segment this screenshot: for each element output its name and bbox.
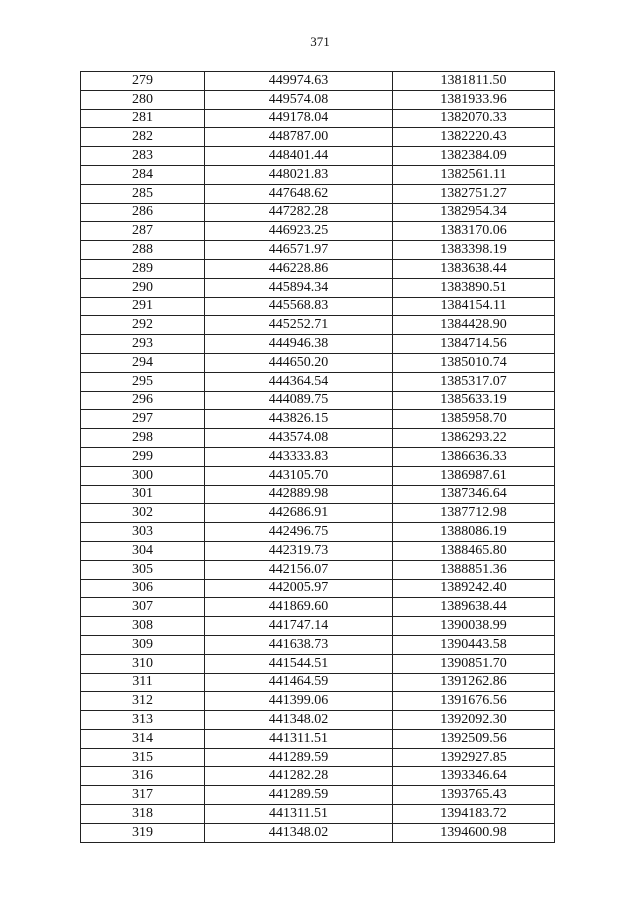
- x-coordinate-cell: 443333.83: [205, 447, 393, 466]
- x-coordinate-cell: 441869.60: [205, 598, 393, 617]
- y-coordinate-cell: 1394183.72: [393, 805, 555, 824]
- table-row: [81, 128, 555, 147]
- table-row: [81, 391, 555, 410]
- x-coordinate-cell: 443826.15: [205, 410, 393, 429]
- point-number-cell: 314: [81, 729, 205, 748]
- x-coordinate-cell: 446228.86: [205, 259, 393, 278]
- table-row: [81, 410, 555, 429]
- page-number: 371: [310, 34, 330, 49]
- table-row: [81, 372, 555, 391]
- y-coordinate-cell: 1381933.96: [393, 90, 555, 109]
- x-coordinate-cell: 442496.75: [205, 523, 393, 542]
- y-coordinate-cell: 1382954.34: [393, 203, 555, 222]
- table-row: [81, 222, 555, 241]
- table-row: [81, 598, 555, 617]
- y-coordinate-cell: 1382220.43: [393, 128, 555, 147]
- x-coordinate-cell: 441747.14: [205, 617, 393, 636]
- y-coordinate-cell: 1382751.27: [393, 184, 555, 203]
- y-coordinate-cell: 1390851.70: [393, 654, 555, 673]
- x-coordinate-cell: 448787.00: [205, 128, 393, 147]
- table-row: [81, 711, 555, 730]
- table-row: [81, 109, 555, 128]
- table-row: [81, 72, 555, 91]
- table-row: [81, 353, 555, 372]
- point-number-cell: 298: [81, 429, 205, 448]
- y-coordinate-cell: 1392927.85: [393, 748, 555, 767]
- x-coordinate-cell: 443574.08: [205, 429, 393, 448]
- point-number-cell: 283: [81, 147, 205, 166]
- y-coordinate-cell: 1388851.36: [393, 560, 555, 579]
- y-coordinate-cell: 1391262.86: [393, 673, 555, 692]
- x-coordinate-cell: 444089.75: [205, 391, 393, 410]
- point-number-cell: 289: [81, 259, 205, 278]
- x-coordinate-cell: 445568.83: [205, 297, 393, 316]
- table-row: [81, 316, 555, 335]
- table-row: [81, 485, 555, 504]
- point-number-cell: 307: [81, 598, 205, 617]
- point-number-cell: 287: [81, 222, 205, 241]
- table-row: [81, 429, 555, 448]
- y-coordinate-cell: 1384714.56: [393, 335, 555, 354]
- table-row: [81, 466, 555, 485]
- point-number-cell: 304: [81, 541, 205, 560]
- x-coordinate-cell: 442889.98: [205, 485, 393, 504]
- x-coordinate-cell: 449178.04: [205, 109, 393, 128]
- x-coordinate-cell: 441348.02: [205, 823, 393, 842]
- table-row: [81, 823, 555, 842]
- point-number-cell: 301: [81, 485, 205, 504]
- table-row: [81, 504, 555, 523]
- point-number-cell: 284: [81, 165, 205, 184]
- coordinate-table: [80, 71, 555, 843]
- y-coordinate-cell: 1392092.30: [393, 711, 555, 730]
- y-coordinate-cell: 1390443.58: [393, 635, 555, 654]
- table-row: [81, 635, 555, 654]
- table-row: [81, 579, 555, 598]
- y-coordinate-cell: 1393765.43: [393, 786, 555, 805]
- point-number-cell: 316: [81, 767, 205, 786]
- y-coordinate-cell: 1388086.19: [393, 523, 555, 542]
- table-row: [81, 90, 555, 109]
- y-coordinate-cell: 1385633.19: [393, 391, 555, 410]
- x-coordinate-cell: 441289.59: [205, 748, 393, 767]
- y-coordinate-cell: 1385010.74: [393, 353, 555, 372]
- y-coordinate-cell: 1385317.07: [393, 372, 555, 391]
- point-number-cell: 288: [81, 241, 205, 260]
- table-row: [81, 335, 555, 354]
- point-number-cell: 311: [81, 673, 205, 692]
- point-number-cell: 282: [81, 128, 205, 147]
- x-coordinate-cell: 449574.08: [205, 90, 393, 109]
- table-row: [81, 165, 555, 184]
- table-row: [81, 241, 555, 260]
- table-row: [81, 447, 555, 466]
- point-number-cell: 306: [81, 579, 205, 598]
- table-body: [81, 72, 555, 843]
- x-coordinate-cell: 443105.70: [205, 466, 393, 485]
- y-coordinate-cell: 1388465.80: [393, 541, 555, 560]
- point-number-cell: 305: [81, 560, 205, 579]
- y-coordinate-cell: 1387346.64: [393, 485, 555, 504]
- x-coordinate-cell: 441399.06: [205, 692, 393, 711]
- y-coordinate-cell: 1386987.61: [393, 466, 555, 485]
- y-coordinate-cell: 1389242.40: [393, 579, 555, 598]
- point-number-cell: 312: [81, 692, 205, 711]
- x-coordinate-cell: 444650.20: [205, 353, 393, 372]
- y-coordinate-cell: 1386636.33: [393, 447, 555, 466]
- point-number-cell: 296: [81, 391, 205, 410]
- table-row: [81, 278, 555, 297]
- point-number-cell: 279: [81, 72, 205, 91]
- x-coordinate-cell: 446923.25: [205, 222, 393, 241]
- y-coordinate-cell: 1383398.19: [393, 241, 555, 260]
- y-coordinate-cell: 1385958.70: [393, 410, 555, 429]
- y-coordinate-cell: 1384428.90: [393, 316, 555, 335]
- y-coordinate-cell: 1393346.64: [393, 767, 555, 786]
- point-number-cell: 319: [81, 823, 205, 842]
- point-number-cell: 285: [81, 184, 205, 203]
- y-coordinate-cell: 1386293.22: [393, 429, 555, 448]
- point-number-cell: 310: [81, 654, 205, 673]
- x-coordinate-cell: 447648.62: [205, 184, 393, 203]
- x-coordinate-cell: 449974.63: [205, 72, 393, 91]
- y-coordinate-cell: 1392509.56: [393, 729, 555, 748]
- point-number-cell: 290: [81, 278, 205, 297]
- y-coordinate-cell: 1384154.11: [393, 297, 555, 316]
- y-coordinate-cell: 1391676.56: [393, 692, 555, 711]
- table-row: [81, 673, 555, 692]
- x-coordinate-cell: 442319.73: [205, 541, 393, 560]
- point-number-cell: 302: [81, 504, 205, 523]
- x-coordinate-cell: 444946.38: [205, 335, 393, 354]
- table-row: [81, 541, 555, 560]
- table-row: [81, 203, 555, 222]
- point-number-cell: 295: [81, 372, 205, 391]
- y-coordinate-cell: 1383638.44: [393, 259, 555, 278]
- x-coordinate-cell: 442156.07: [205, 560, 393, 579]
- point-number-cell: 291: [81, 297, 205, 316]
- y-coordinate-cell: 1390038.99: [393, 617, 555, 636]
- y-coordinate-cell: 1381811.50: [393, 72, 555, 91]
- x-coordinate-cell: 445894.34: [205, 278, 393, 297]
- x-coordinate-cell: 441638.73: [205, 635, 393, 654]
- table-row: [81, 617, 555, 636]
- x-coordinate-cell: 441282.28: [205, 767, 393, 786]
- point-number-cell: 294: [81, 353, 205, 372]
- point-number-cell: 292: [81, 316, 205, 335]
- point-number-cell: 280: [81, 90, 205, 109]
- point-number-cell: 293: [81, 335, 205, 354]
- y-coordinate-cell: 1382561.11: [393, 165, 555, 184]
- table-row: [81, 729, 555, 748]
- point-number-cell: 303: [81, 523, 205, 542]
- x-coordinate-cell: 441311.51: [205, 805, 393, 824]
- point-number-cell: 286: [81, 203, 205, 222]
- point-number-cell: 318: [81, 805, 205, 824]
- x-coordinate-cell: 442686.91: [205, 504, 393, 523]
- y-coordinate-cell: 1383170.06: [393, 222, 555, 241]
- table-row: [81, 748, 555, 767]
- x-coordinate-cell: 441311.51: [205, 729, 393, 748]
- table-row: [81, 786, 555, 805]
- point-number-cell: 299: [81, 447, 205, 466]
- x-coordinate-cell: 442005.97: [205, 579, 393, 598]
- table-row: [81, 184, 555, 203]
- table-row: [81, 297, 555, 316]
- point-number-cell: 281: [81, 109, 205, 128]
- table-row: [81, 767, 555, 786]
- table-row: [81, 692, 555, 711]
- table-row: [81, 805, 555, 824]
- table-row: [81, 259, 555, 278]
- x-coordinate-cell: 446571.97: [205, 241, 393, 260]
- point-number-cell: 297: [81, 410, 205, 429]
- x-coordinate-cell: 441289.59: [205, 786, 393, 805]
- point-number-cell: 315: [81, 748, 205, 767]
- y-coordinate-cell: 1389638.44: [393, 598, 555, 617]
- x-coordinate-cell: 445252.71: [205, 316, 393, 335]
- x-coordinate-cell: 447282.28: [205, 203, 393, 222]
- point-number-cell: 313: [81, 711, 205, 730]
- x-coordinate-cell: 448021.83: [205, 165, 393, 184]
- y-coordinate-cell: 1394600.98: [393, 823, 555, 842]
- y-coordinate-cell: 1382384.09: [393, 147, 555, 166]
- table-row: [81, 654, 555, 673]
- table-row: [81, 147, 555, 166]
- point-number-cell: 309: [81, 635, 205, 654]
- point-number-cell: 308: [81, 617, 205, 636]
- x-coordinate-cell: 441544.51: [205, 654, 393, 673]
- table-row: [81, 560, 555, 579]
- x-coordinate-cell: 441348.02: [205, 711, 393, 730]
- table-row: [81, 523, 555, 542]
- x-coordinate-cell: 448401.44: [205, 147, 393, 166]
- x-coordinate-cell: 441464.59: [205, 673, 393, 692]
- x-coordinate-cell: 444364.54: [205, 372, 393, 391]
- y-coordinate-cell: 1382070.33: [393, 109, 555, 128]
- y-coordinate-cell: 1383890.51: [393, 278, 555, 297]
- point-number-cell: 317: [81, 786, 205, 805]
- y-coordinate-cell: 1387712.98: [393, 504, 555, 523]
- point-number-cell: 300: [81, 466, 205, 485]
